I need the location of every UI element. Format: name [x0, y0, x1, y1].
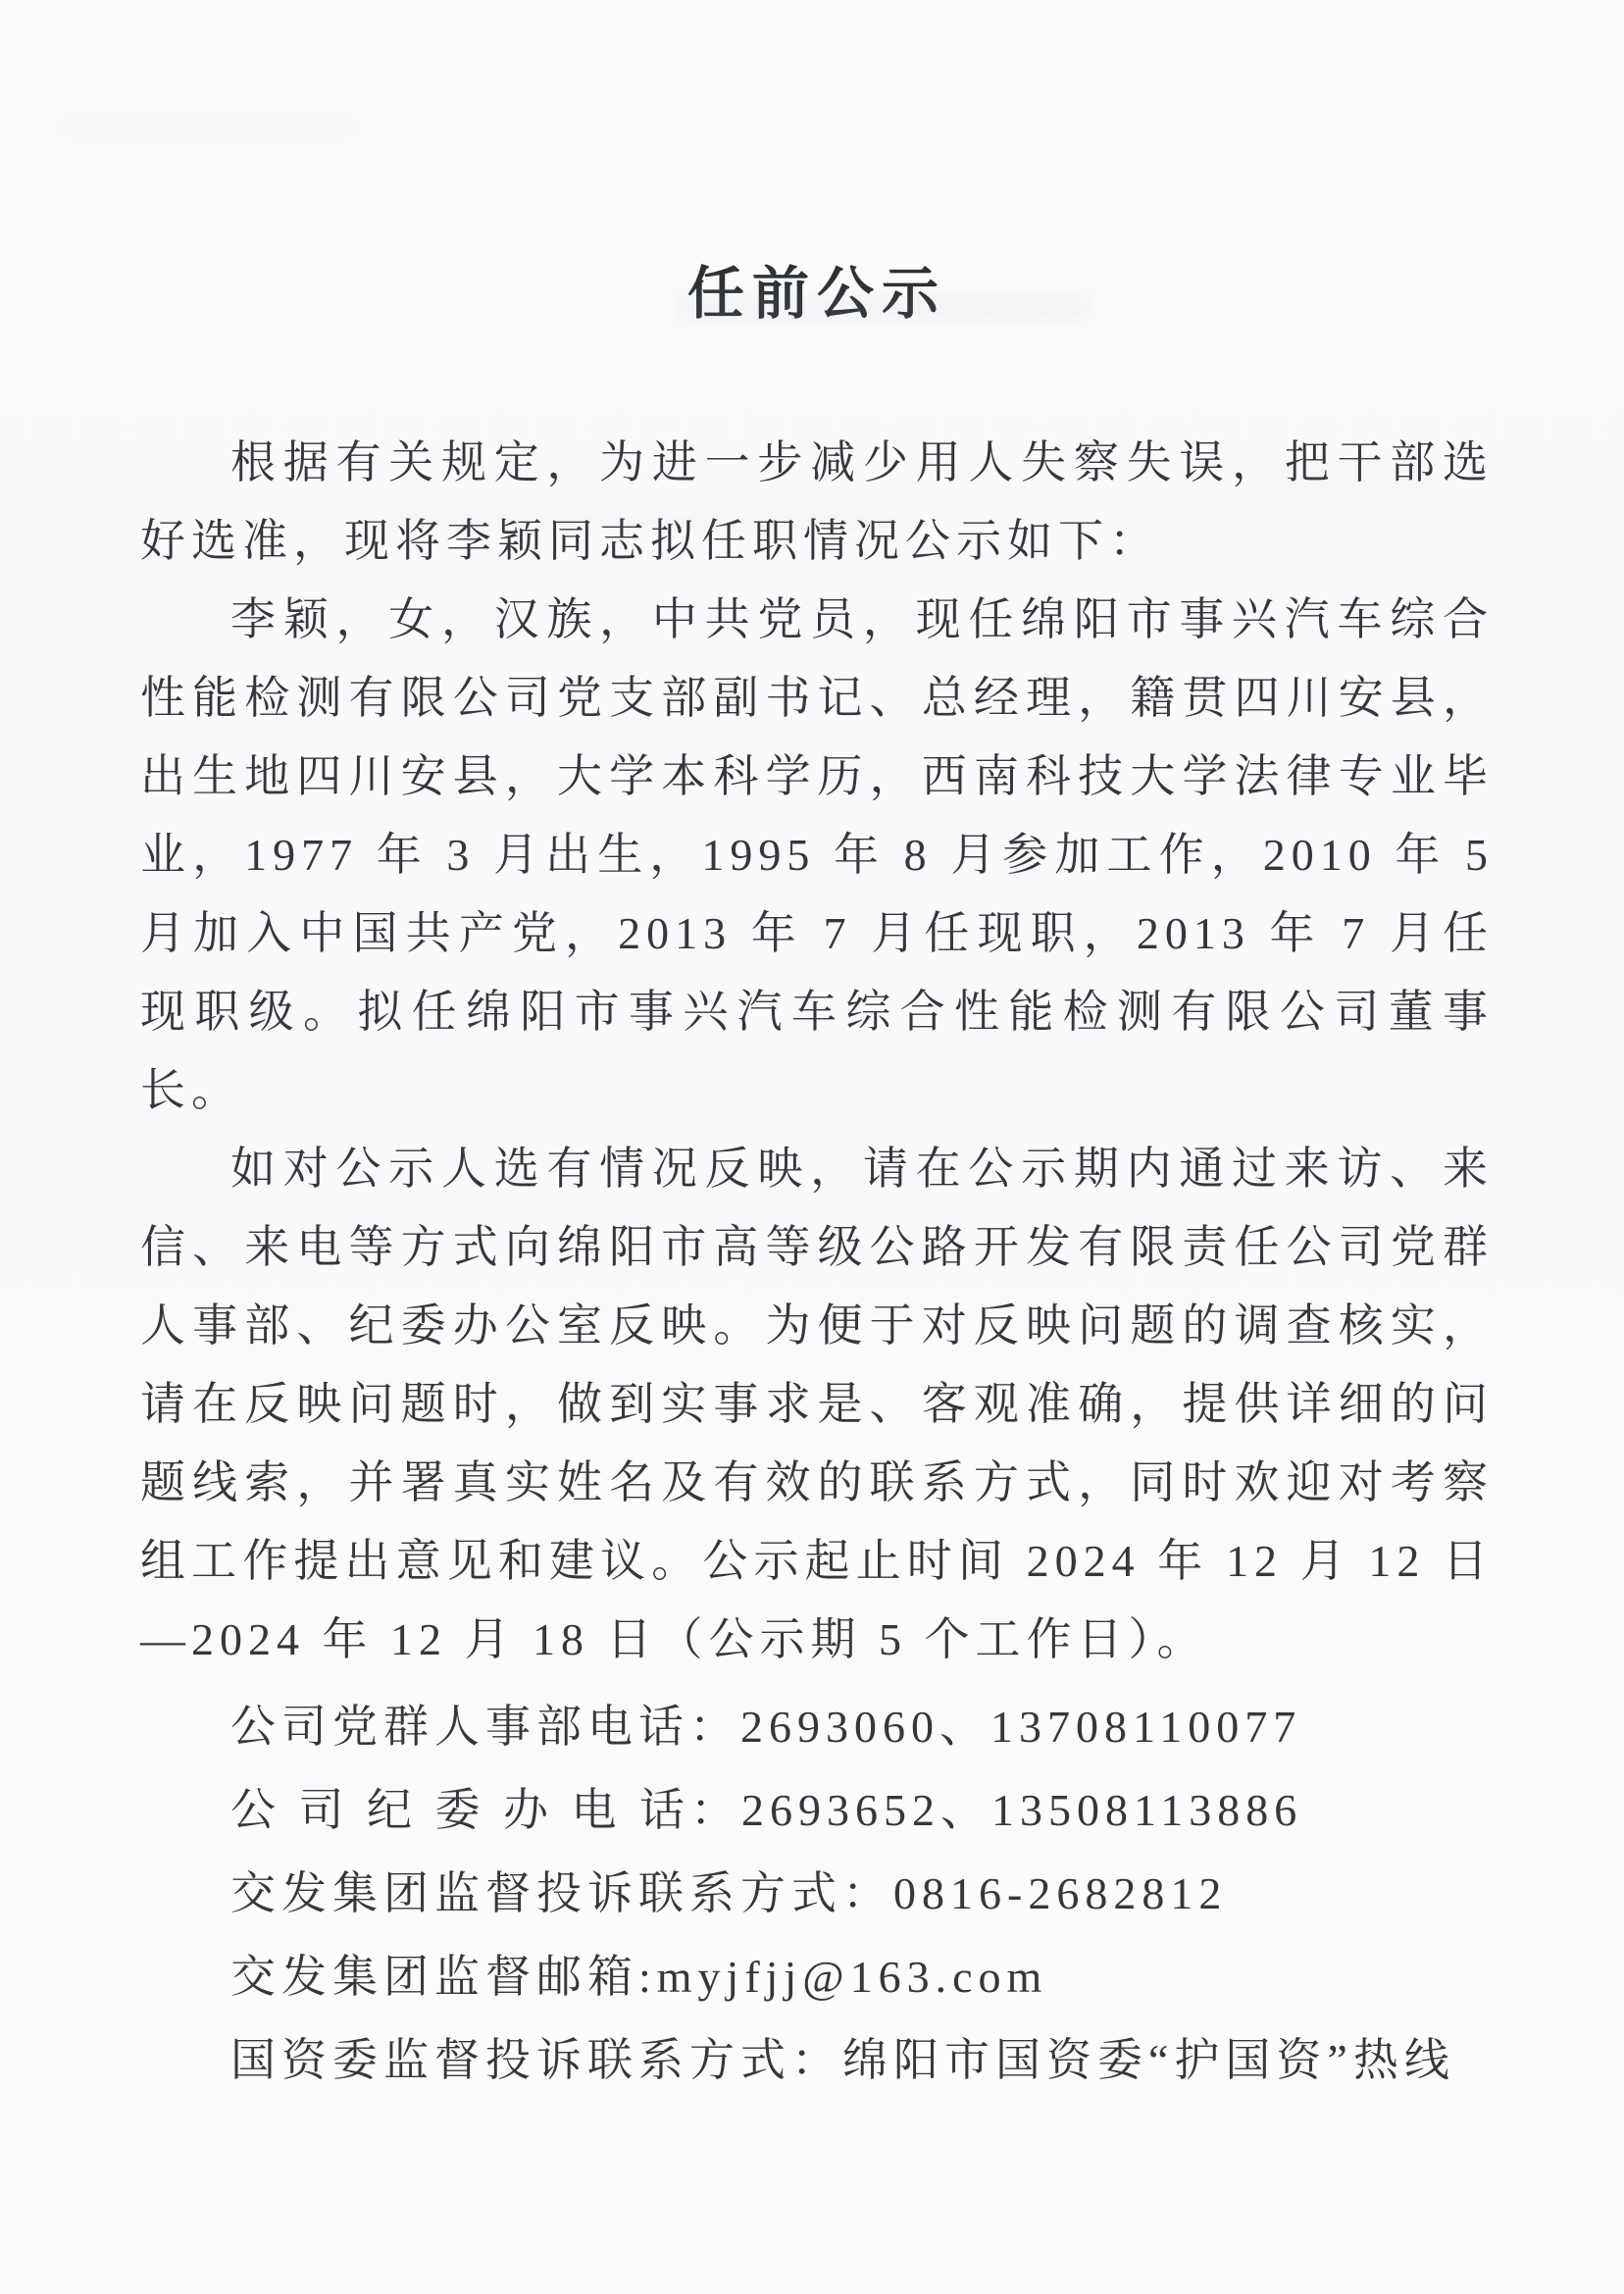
contact-line-group-supervision-email: 交发集团监督邮箱:myjfjj@163.com	[230, 1952, 1048, 2002]
page-title: 任前公示	[686, 262, 946, 326]
document-body	[140, 424, 1494, 2102]
contact-line-group-supervision-phone: 交发集团监督投诉联系方式：0816-2682812	[230, 1868, 1228, 1918]
contact-line-sasac-hotline: 国资委监督投诉联系方式：绵阳市国资委“护国资”热线	[230, 2035, 1455, 2085]
contact-line-discipline-phone: 公 司 纪 委 办 电 话：2693652、13508113886	[230, 1785, 1303, 1835]
paragraph-intro: 根据有关规定，为进一步减少用人失察失误，把干部选好选准，现将李颖同志拟任职情况公示如下：	[140, 437, 1494, 566]
scan-artifact	[59, 118, 353, 135]
paragraph-feedback-instructions: 如对公示人选有情况反映，请在公示期内通过来访、来信、来电等方式向绵阳市高等级公路开发有限责任公司党群人事部、纪委办公室反映。为便于对反映问题的调查核实，请在反映问题时，做到实事求是、客观准确，提供详细的问题线索，并署真实姓名及有效的联系方式，同时欢迎对考察组工作提出意见和建议。公示起止时间 2024 年 12 月 12 日—2024 年 12 月 18 日（公示期 5 个工作日）。	[140, 1144, 1494, 1664]
paragraph-candidate-profile: 李颖，女，汉族，中共党员，现任绵阳市事兴汽车综合性能检测有限公司党支部副书记、总经理，籍贯四川安县，出生地四川安县，大学本科学历，西南科技大学法律专业毕业，1977 年 3 月出生，1995 年 8 月参加工作，2010 年 5 月加入中国共产党，2013 年 7 月任现职，2013 年 7 月任现职级。拟任绵阳市事兴汽车综合性能检测有限公司董事长。	[140, 594, 1494, 1115]
contact-line-personnel-phone: 公司党群人事部电话：2693060、13708110077	[230, 1702, 1302, 1752]
